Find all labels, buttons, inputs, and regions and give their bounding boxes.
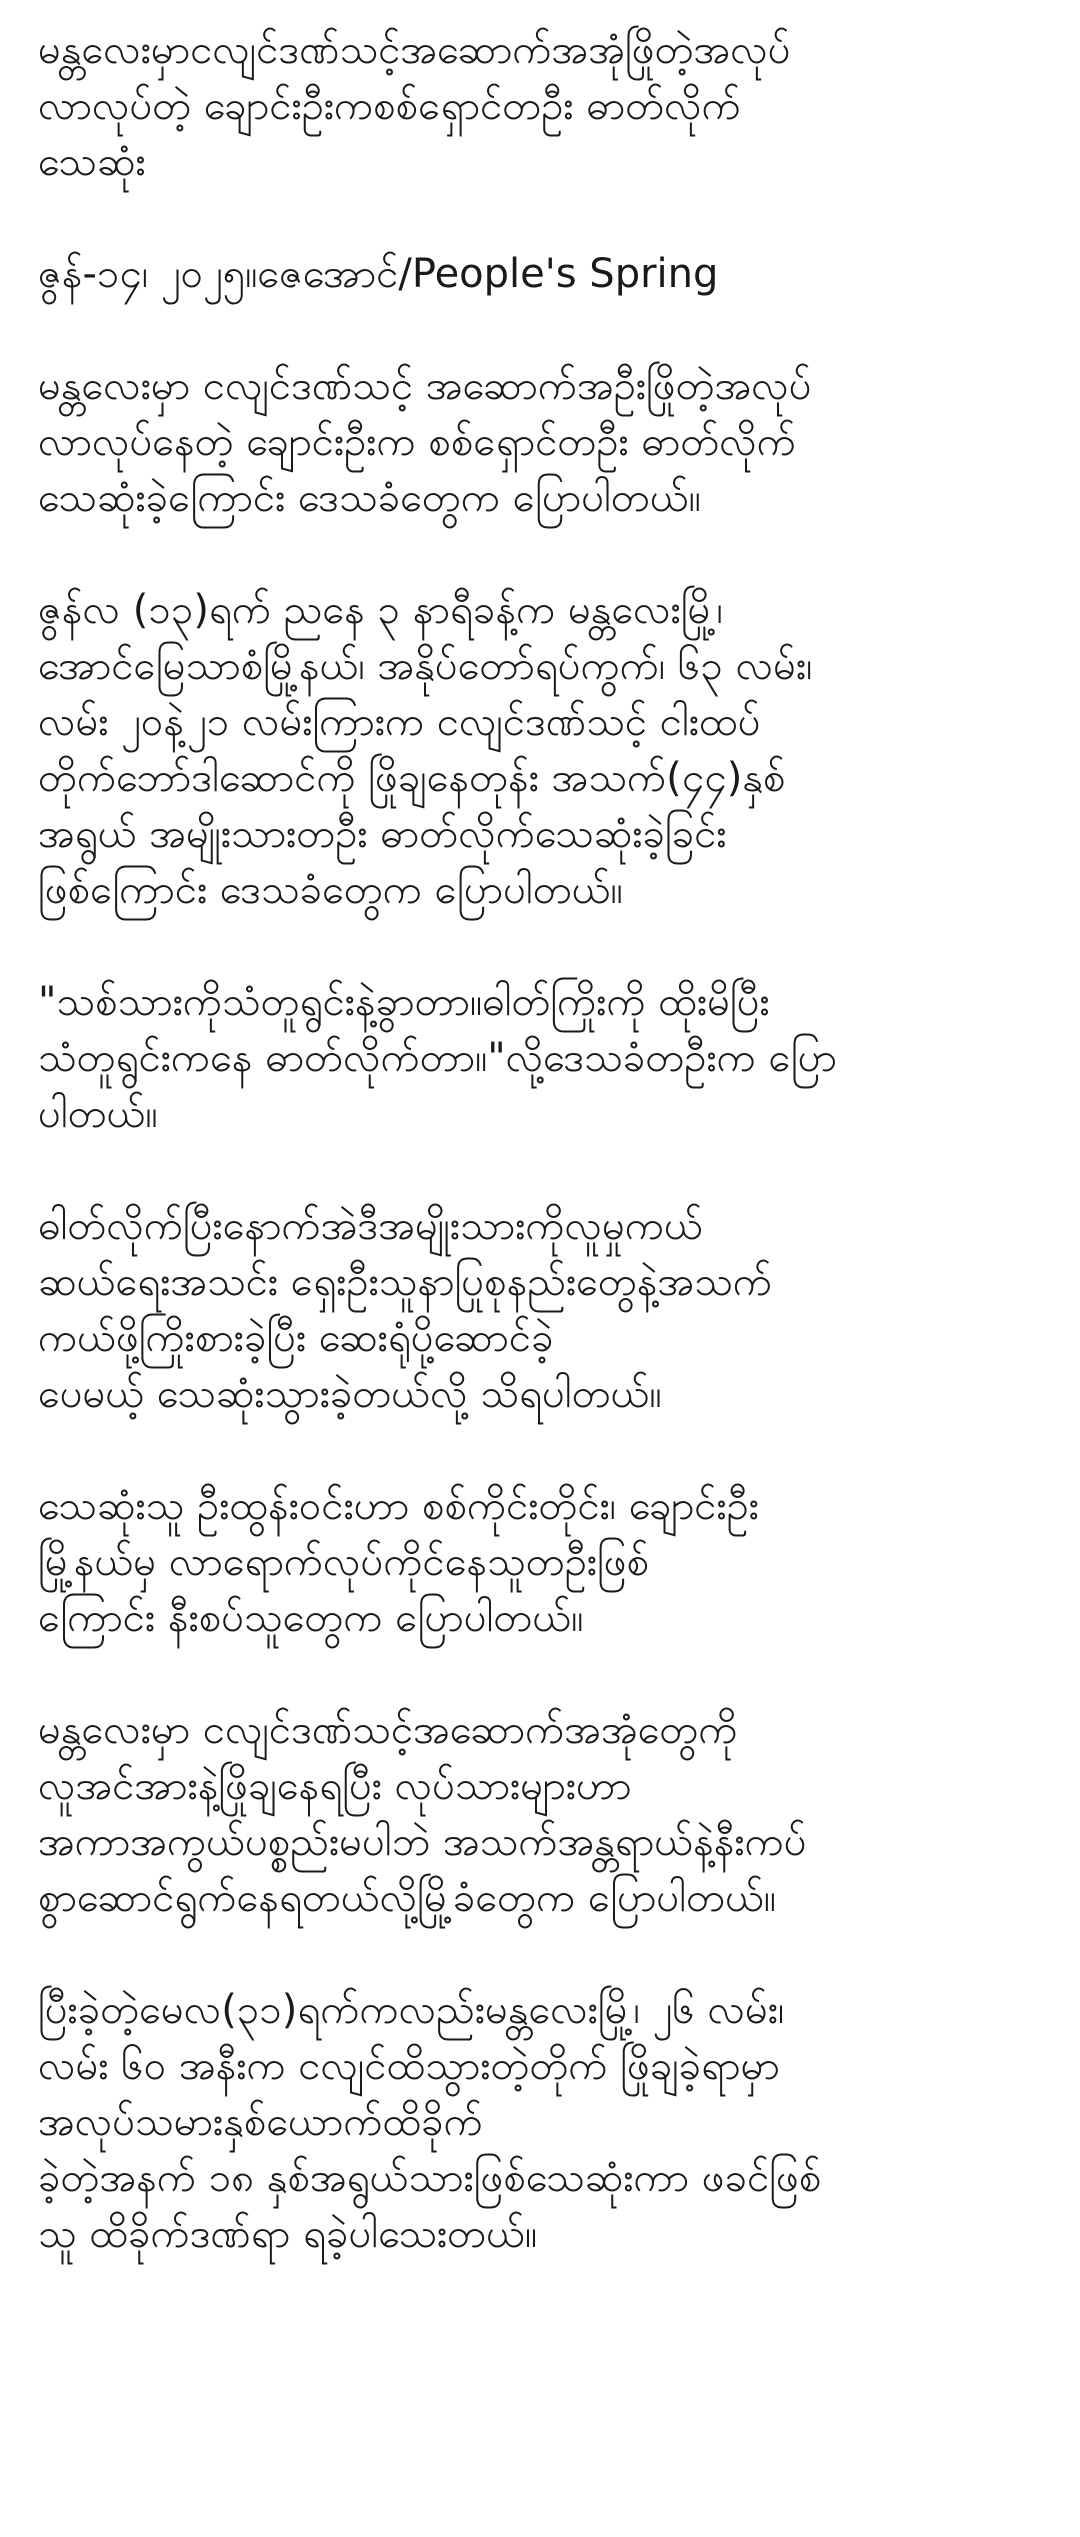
article-headline: မန္တလေးမှာငလျင်ဒဏ်သင့်အဆောက်အအုံဖြိုတဲ့အလုပ် လာလုပ်တဲ့ ချောင်းဦးကစစ်ရှောင်တဦး ဓာတ်လိုက် သေဆုံး (38, 27, 791, 185)
article-paragraph-3: "သစ်သားကိုသံတူရွင်းနဲ့ခွာတာ။ဓါတ်ကြိုးကို ထိုးမိပြီး သံတူရွင်းကနေ ဓာတ်လိုက်တာ။"လို့ဒေသခံတဦးက ပြော ပါတယ်။ (38, 979, 837, 1137)
article-paragraph-5: သေဆုံးသူ ဦးထွန်းဝင်းဟာ စစ်ကိုင်းတိုင်း၊ ချောင်းဦး မြို့နယ်မှ လာရောက်လုပ်ကိုင်နေသူတဦးဖြစ် ကြောင်း နီးစပ်သူတွေက ပြောပါတယ်။ (38, 1483, 759, 1641)
article-dateline: ဇွန်-၁၄၊ ၂၀၂၅။ဇေအောင်/People's Spring (38, 251, 719, 297)
article-paragraph-7: ပြီးခဲ့တဲ့မေလ(၃၁)ရက်ကလည်းမန္တလေးမြို့၊ ၂၆ လမ်း၊ လမ်း ၆၀ အနီးက ငလျင်ထိသွားတဲ့တိုက် ဖြိုချခဲ့ရာမှာ အလုပ်သမားနှစ်ယောက်ထိခိုက် ခဲ့တဲ့အနက် ၁၈ နှစ်အရွယ်သားဖြစ်သေဆုံးကာ ဖခင်ဖြစ် သူ ထိခိုက်ဒဏ်ရာ ရခဲ့ပါသေးတယ်။ (38, 1987, 822, 2257)
article-paragraph-6: မန္တလေးမှာ ငလျင်ဒဏ်သင့်အဆောက်အအုံတွေကို လူအင်အားနဲ့ဖြိုချနေရပြီး လုပ်သားများဟာ အကာအကွယ်ပစ္စည်းမပါဘဲ အသက်အန္တရာယ်နဲ့နီးကပ် စွာဆောင်ရွက်နေရတယ်လို့မြို့ခံတွေက ပြောပါတယ်။ (38, 1707, 807, 1921)
article-paragraph-4: ဓါတ်လိုက်ပြီးနောက်အဲဒီအမျိုးသားကိုလူမှုကယ် ဆယ်ရေးအသင်း ရှေးဦးသူနာပြုစုနည်းတွေနဲ့အသက် ကယ်ဖို့ကြိုးစားခဲ့ပြီး ဆေးရုံပို့ဆောင်ခဲ့ ပေမယ့် သေဆုံးသွားခဲ့တယ်လို့ သိရပါတယ်။ (38, 1203, 773, 1417)
article-paragraph-1: မန္တလေးမှာ ငလျင်ဒဏ်သင့် အဆောက်အဦးဖြိုတဲ့အလုပ် လာလုပ်နေတဲ့ ချောင်းဦးက စစ်ရှောင်တဦး ဓာတ်လိုက် သေဆုံးခဲ့ကြောင်း ဒေသခံတွေက ပြောပါတယ်။ (38, 363, 812, 521)
article-paragraph-2: ဇွန်လ (၁၃)ရက် ညနေ ၃ နာရီခန့်က မန္တလေးမြို့၊ အောင်မြေသာစံမြို့နယ်၊ အနိုပ်တော်ရပ်ကွက်၊ ၆၃ လမ်း၊ လမ်း ၂၀နဲ့၂၁ လမ်းကြားက ငလျင်ဒဏ်သင့် ငါးထပ် တိုက်ဘော်ဒါဆောင်ကို ဖြိုချနေတုန်း အသက်(၄၄)နှစ် အရွယ် အမျိုးသားတဦး ဓာတ်လိုက်သေဆုံးခဲ့ခြင်း ဖြစ်ကြောင်း ဒေသခံတွေက ပြောပါတယ်။ (38, 587, 813, 913)
